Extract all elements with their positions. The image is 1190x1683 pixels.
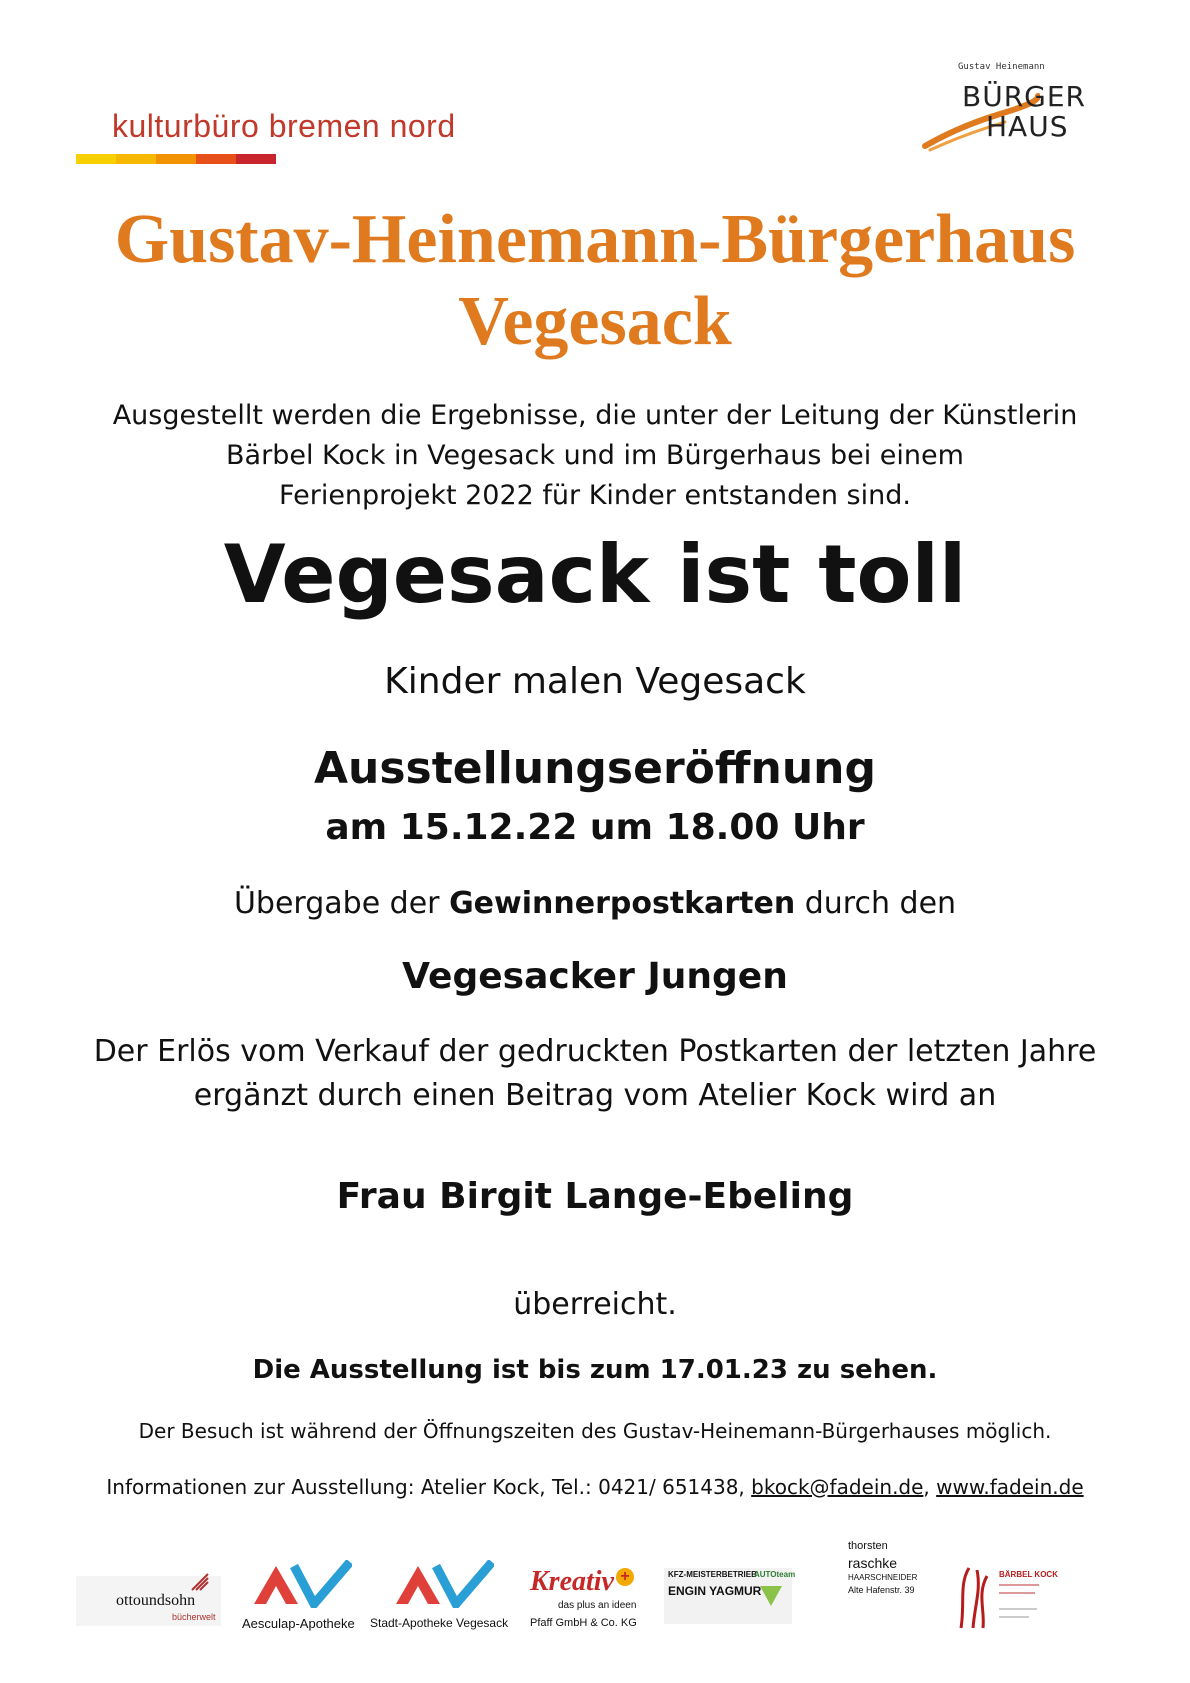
handover-before: Übergabe der (233, 886, 450, 921)
sponsor-stadt-apotheke (370, 1560, 510, 1640)
sponsor-raschke-line2: raschke (848, 1555, 898, 1571)
handover-text (0, 884, 1190, 924)
sponsor-otto-name: ottoundsohn (116, 1592, 196, 1609)
color-bar-segment (116, 154, 156, 164)
color-bar-segment (156, 154, 196, 164)
sponsor-engin-auto: AUTOteam (754, 1570, 796, 1579)
info-line (0, 1472, 1190, 1502)
sponsor-aesculap-name: Aesculap-Apotheke (242, 1616, 355, 1631)
plus-icon: + (616, 1568, 634, 1586)
kulturbuero-logo-text: kulturbüro bremen nord (112, 108, 456, 144)
sponsor-aesculap (242, 1560, 362, 1640)
av-logo-icon (394, 1560, 494, 1608)
info-prefix: Informationen zur Ausstellung: Atelier Kock, Tel.: 0421/ 651438, (106, 1475, 752, 1499)
sponsor-ottoundsohn (76, 1560, 221, 1640)
sponsor-kreativ-tagline: das plus an ideen (558, 1600, 637, 1611)
sponsor-stadt-name: Stadt-Apotheke Vegesack (370, 1616, 509, 1630)
subtitle: Kinder malen Vegesack (384, 661, 806, 702)
sponsor-raschke-line1: thorsten (848, 1540, 888, 1552)
sponsor-raschke-line3: HAARSCHNEIDER (848, 1573, 918, 1582)
color-bar-segment (196, 154, 236, 164)
sponsor-otto-sub: bücherwelt (172, 1612, 216, 1622)
recipient-name: Frau Birgit Lange-Ebeling (336, 1176, 854, 1217)
sponsor-engin-name: ENGIN YAGMUR (668, 1584, 762, 1598)
buergerhaus-logo-small: Gustav Heinemann (958, 62, 1045, 72)
kulturbuero-logo (76, 108, 456, 168)
title-line-1: Gustav-Heinemann-Bürgerhaus (114, 201, 1076, 278)
jungen-name: Vegesacker Jungen (402, 956, 788, 997)
sponsor-raschke (848, 1540, 948, 1620)
intro-line: Ferienprojekt 2022 für Kinder entstanden sind. (279, 480, 911, 511)
sponsor-kreativ-name: Kreativ (530, 1566, 614, 1597)
opening-date: am 15.12.22 um 18.00 Uhr (325, 807, 865, 848)
intro-line: Ausgestellt werden die Ergebnisse, die unter der Leitung der Künstlerin (112, 400, 1078, 431)
sponsor-engin-yagmur (664, 1560, 794, 1640)
book-stripes-icon (188, 1570, 212, 1594)
headline: Vegesack ist toll (223, 528, 967, 621)
triangle-icon (758, 1584, 784, 1608)
av-logo-icon (252, 1560, 352, 1608)
handover-after: durch den (795, 886, 957, 921)
exhibition-until: Die Ausstellung ist bis zum 17.01.23 zu sehen. (252, 1355, 938, 1385)
sponsor-kreativ (530, 1560, 640, 1640)
proceeds-paragraph (0, 1030, 1190, 1118)
sponsor-kreativ-company: Pfaff GmbH & Co. KG (530, 1617, 637, 1629)
opening-title: Ausstellungseröffnung (313, 743, 876, 794)
painting-icon (955, 1564, 991, 1630)
visit-note: Der Besuch ist während der Öffnungszeiten des Gustav-Heinemann-Bürgerhauses möglich. (138, 1419, 1052, 1443)
color-bar-segment (236, 154, 276, 164)
email-link[interactable]: bkock@fadein.de (751, 1475, 924, 1499)
info-separator: , (923, 1475, 937, 1499)
sponsor-engin-top: KFZ-MEISTERBETRIEB (668, 1570, 757, 1579)
buergerhaus-logo (920, 58, 1087, 153)
title-line-2: Vegesack (458, 283, 732, 360)
proceeds-line: Der Erlös vom Verkauf der gedruckten Postkarten der letzten Jahre (93, 1034, 1097, 1069)
intro-paragraph (0, 396, 1190, 516)
color-bar-segment (76, 154, 116, 164)
buergerhaus-logo-line1: BÜRGER (962, 80, 1087, 113)
sponsor-kock-name: BÄRBEL KOCK (999, 1570, 1058, 1579)
handover-bold: Gewinnerpostkarten (449, 886, 796, 921)
buergerhaus-logo-line2: HAUS (986, 110, 1069, 143)
proceeds-line: ergänzt durch einen Beitrag vom Atelier Kock wird an (193, 1078, 997, 1113)
kulturbuero-color-bar (76, 154, 276, 164)
handed-text: überreicht. (513, 1287, 677, 1322)
website-link[interactable]: www.fadein.de (936, 1475, 1084, 1499)
sponsor-baerbel-kock (955, 1560, 1058, 1640)
intro-line: Bärbel Kock in Vegesack und im Bürgerhaus bei einem (226, 440, 964, 471)
sponsor-raschke-line4: Alte Hafenstr. 39 (848, 1585, 915, 1595)
